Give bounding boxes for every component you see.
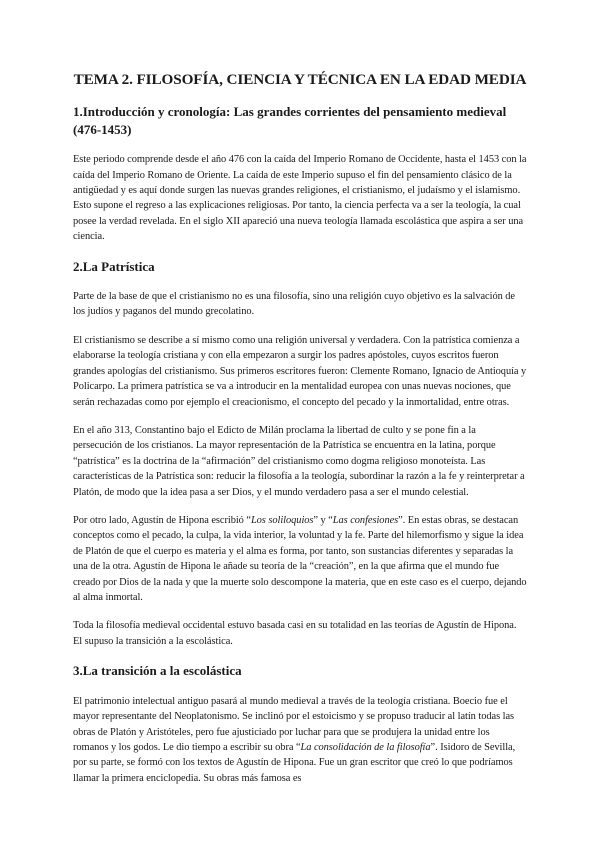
paragraph: El cristianismo se describe a sí mismo como una religión universal y verdadera. Con la patrística comienza a elaborarse la teología cristiana y con ella empezaron a surgir los padres apóstoles, cuyos escritos fueron grandes apologías del cristianismo. Sus primeros escritores fueron: Clemente Romano, Ignacio de Antioquía y Policarpo. La primera patrística se va a introducir en la mentalidad europea con unas nuevas nociones, que serán rechazadas como por ejemplo el creacionismo, el concepto del pecado y la inmortalidad, entre otras. xyxy=(73,334,527,408)
book-title: Las confesiones xyxy=(332,514,399,526)
paragraph: Parte de la base de que el cristianismo no es una filosofía, sino una religión cuyo objetivo es la salvación de los judíos y paganos del mundo grecolatino. xyxy=(73,291,515,318)
section-heading: 1.Introducción y cronología: Las grandes corrientes del pensamiento medieval (476-1453) xyxy=(73,104,507,137)
section-patristica xyxy=(73,258,527,650)
text-run: ”. En estas obras, se destacan conceptos como el pecado, la culpa, la vida interior, la voluntad y la fe. Parte del hilemorfismo y sigue la idea de Platón de que el cuerpo es materia y el alma es forma, por tanto, son sustancias diferentes y separadas la una de la otra. Agustín de Hipona le añade su teoría de la “creación”, en la que afirma que el mundo fue creado por Dios de la nada y que la muerte solo descompone la materia, que en este caso es el cuerpo, dejando al alma inmortal. xyxy=(73,514,527,603)
section-heading: 3.La transición a la escolástica xyxy=(73,663,242,679)
section-heading: 2.La Patrística xyxy=(73,258,155,274)
paragraph: En el año 313, Constantino bajo el Edicto de Milán proclama la libertad de culto y se pone fin a la persecución de los cristianos. La mayor representación de la Patrística se encuentra en la latina, porque “patrística” es la doctrina de la “afirmación” del cristianismo como dogma religioso monoteísta. Las características de la Patrística son: reducir la filosofía a la teología, subordinar la razón a la fe y reinterpretar a Platón, de modo que la idea pasa a ser Dios, y el mundo verdadero pasa a ser el mundo celestial. xyxy=(73,424,525,498)
paragraph-boecio xyxy=(73,694,527,786)
section-introduccion xyxy=(73,103,527,245)
document-title: TEMA 2. FILOSOFÍA, CIENCIA Y TÉCNICA EN LA EDAD MEDIA xyxy=(73,71,527,88)
section-transicion-escolastica xyxy=(73,662,527,786)
text-run: ” y “ xyxy=(313,514,333,526)
book-title: La consolidación de la filosofía xyxy=(300,741,431,753)
text-run: El patrimonio intelectual antiguo pasará al mundo medieval a través de la teología cristiana. Boecio fue el mayor representante del Neoplatonismo. Se inclinó por el estoicismo y se propuso traducir al latín todas las obras de Platón y Aristóteles, pero fue ajusticiado por luchar para que se produjera la unidad entre los romanos y los godos. Le dio tiempo a escribir su obra “ xyxy=(73,695,514,753)
paragraph-agustin xyxy=(73,513,527,605)
paragraph: Este periodo comprende desde el año 476 con la caída del Imperio Romano de Occidente, hasta el 1453 con la caída del Imperio Romano de Oriente. La caída de este Imperio supuso el fin del pensamiento clásico de la antigüedad y es aquí donde surgen las nuevas grandes religiones, el cristianismo, el judaísmo y el islamismo. Esto supone el regreso a las explicaciones religiosas. Por tanto, la ciencia perfecta va a ser la teología, la cual posee la verdad revelada. En el siglo XII apareció una nueva teología llamada escolástica que aspira a ser una ciencia. xyxy=(73,154,527,243)
document-page xyxy=(73,70,527,799)
text-run: ”. Isidoro de Sevilla, por su parte, se formó con los textos de Agustín de Hipona. Fue un gran escritor que creó lo que podríamos llamar la primera enciclopedia. Su obras más famosa es xyxy=(73,741,516,784)
paragraph: Toda la filosofía medieval occidental estuvo basada casi en su totalidad en las teorías de Agustín de Hipona. El supuso la transición a la escolástica. xyxy=(73,620,517,647)
text-run: Por otro lado, Agustín de Hipona escribió “ xyxy=(73,514,251,526)
book-title: Los soliloquios xyxy=(250,514,314,526)
